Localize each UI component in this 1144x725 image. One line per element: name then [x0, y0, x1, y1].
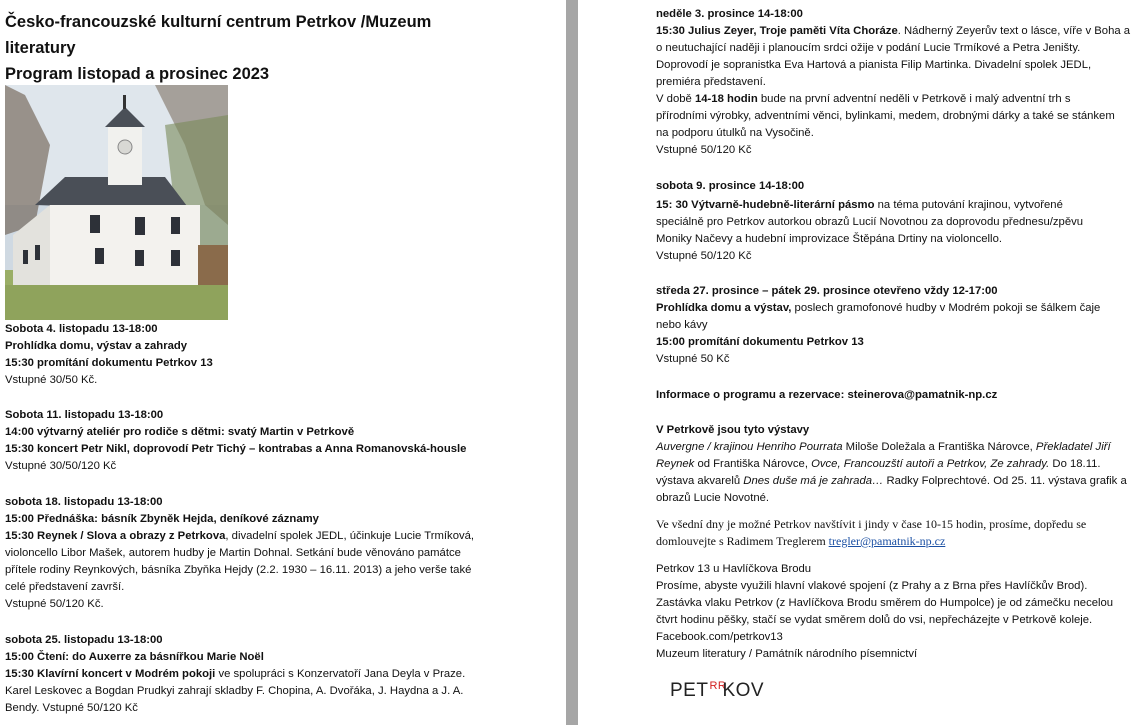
text-segment: V době [656, 93, 695, 105]
text-line [656, 231, 1002, 248]
text-segment: 15:30 Reynek / Slova a obrazy z Petrkova [5, 530, 226, 542]
text-segment: premiéra představení. [656, 76, 766, 88]
text-line [5, 700, 138, 717]
text-line [5, 666, 465, 683]
text-segment: obrazů Lucie Novotné. [656, 492, 770, 504]
text-line [656, 422, 809, 439]
text-segment: čtvrt hodinu pěšky, stačí se vydat směrem dolů do vsi, nepřecházejte v Petrkově koleje. [656, 614, 1093, 626]
text-line [656, 629, 783, 646]
document-title [5, 9, 525, 87]
text-line [5, 424, 354, 441]
text-line [5, 458, 116, 475]
text-line [656, 387, 997, 404]
text-line [656, 6, 803, 23]
email-link[interactable]: tregler@pamatnik-np.cz [828, 534, 946, 548]
text-segment: 14-18 hodin [694, 93, 758, 105]
text-line [656, 214, 1083, 231]
text-segment: 15:00 Přednáška: básník Zbyněk Hejda, deníkové záznamy [5, 513, 319, 525]
text-segment: výstava akvarelů [656, 475, 744, 487]
text-segment: Prohlídka domu, výstav a zahrady [5, 340, 188, 352]
text-line [656, 317, 708, 334]
text-line [656, 612, 1092, 629]
text-line [5, 355, 213, 372]
text-segment: Moniky Načevy a hudební improvizace Štěpána Drtiny na violoncello. [656, 233, 1002, 245]
text-segment: bude na první adventní neděli v Petrkově i malý adventní trh s [757, 93, 1071, 105]
text-segment: Vstupné 50 Kč [656, 353, 730, 365]
text-line [656, 125, 814, 142]
text-segment: 15:30 promítání dokumentu Petrkov 13 [5, 357, 213, 369]
page-divider [566, 0, 578, 725]
text-line [656, 74, 766, 91]
text-segment: nebo kávy [656, 319, 708, 331]
text-segment: 15:00 Čtení: do Auxerre za básnířkou Marie Noël [5, 651, 264, 663]
text-segment: Vstupné 50/120 Kč [656, 250, 752, 262]
text-segment: , divadelní spolek JEDL, účinkuje Lucie Trmíková, [225, 530, 475, 542]
text-segment: Ovce, Francouzští autoři a Petrkov, Ze zahrady. [811, 458, 1050, 470]
text-segment: Sobota 11. listopadu 13-18:00 [5, 409, 164, 421]
title-line: Program listopad a prosinec 2023 [5, 65, 270, 83]
text-line [5, 528, 474, 545]
text-line [656, 439, 1111, 456]
text-segment: středa 27. prosince – pátek 29. prosince otevřeno vždy 12-17:00 [656, 285, 998, 297]
text-segment: Auvergne / krajinou Henriho Pourrata [656, 441, 843, 453]
text-segment: sobota 18. listopadu 13-18:00 [5, 496, 163, 508]
text-line [656, 248, 751, 265]
text-segment: speciálně pro Petrkov autorkou obrazů Lucií Novotnou za doprovodu přednesu/zpěvu [656, 216, 1084, 228]
text-line [656, 490, 769, 507]
text-line [656, 40, 1080, 57]
text-segment: sobota 9. prosince 14-18:00 [656, 180, 805, 192]
text-segment: na podporu útulků na Vysočině. [656, 127, 814, 139]
text-line [656, 646, 917, 663]
text-segment: Miloše Doležala a Františka Nárovce, [842, 441, 1036, 453]
text-line [656, 334, 864, 351]
text-segment: Radky Folprechtové. Od 25. 11. výstava grafik a [883, 475, 1127, 487]
text-line [5, 596, 104, 613]
text-line [5, 372, 97, 389]
text-segment: Vstupné 30/50 Kč. [5, 374, 98, 386]
text-line [656, 23, 1130, 40]
text-segment: domlouvejte s Radimem Treglerem [656, 534, 829, 548]
text-segment: přítele rodiny Reynkových, básníka Zbyňka Hejdy (2.2. 1930 – 16.11. 2013) a jeho verše také [5, 564, 472, 576]
text-segment: Ve všední dny je možné Petrkov navštívit i jindy v čase 10-15 hodin, prosíme, dopředu se [656, 517, 1087, 531]
text-segment: Zastávka vlaku Petrkov (z Havlíčkova Brodu směrem do Humpolce) je od zámečku necelou [656, 597, 1114, 609]
text-line [5, 545, 461, 562]
text-line [656, 351, 729, 368]
text-segment: Překladatel Jiří [1035, 441, 1111, 453]
text-line [5, 683, 463, 700]
manor-house-image [5, 85, 228, 320]
text-line [656, 142, 751, 159]
text-line [656, 108, 1115, 125]
text-line [5, 321, 158, 338]
text-line [656, 561, 811, 578]
text-line [656, 473, 1127, 490]
text-line [5, 632, 163, 649]
text-segment: poslech gramofonové hudby v Modrém pokoji se šálkem čaje [791, 302, 1101, 314]
text-segment: 15: 30 Výtvarně-hudebně-literární pásmo [656, 199, 875, 211]
text-segment: Do 18.11. [1049, 458, 1101, 470]
text-segment: sobota 25. listopadu 13-18:00 [5, 634, 163, 646]
text-segment: 15:30 koncert Petr Nikl, doprovodí Petr Tichý – kontrabas a Anna Romanovská-housle [5, 443, 467, 455]
text-line [5, 441, 466, 458]
text-segment: Doprovodí je sopranistka Eva Hartová a pianista Filip Martinka. Divadelní spolek JEDL, [656, 59, 1092, 71]
text-segment: Vstupné 50/120 Kč [656, 144, 752, 156]
left-page [0, 0, 566, 725]
text-segment: Vstupné 30/50/120 Kč [5, 460, 117, 472]
text-segment: Prohlídka domu a výstav, [656, 302, 792, 314]
text-segment: od Františka Nárovce, [694, 458, 812, 470]
text-segment: neděle 3. prosince 14-18:00 [656, 8, 803, 20]
right-page [578, 0, 1144, 725]
text-line [5, 649, 264, 666]
text-segment: 14:00 výtvarný ateliér pro rodiče s dětmi: svatý Martin v Petrkově [5, 426, 355, 438]
text-segment: 15:00 promítání dokumentu Petrkov 13 [656, 336, 864, 348]
text-line [5, 407, 163, 424]
text-segment: violoncello Libor Mašek, autorem hudby je Martin Dohnal. Setkání bude věnováno památce [5, 547, 461, 559]
text-segment: Facebook.com/petrkov13 [656, 631, 783, 643]
text-segment: Dnes duše má je zahrada… [743, 475, 884, 487]
text-segment: přírodními výrobky, adventními věnci, bylinkami, medem, drobnými dárky a také se stánkem [656, 110, 1115, 122]
text-line [5, 562, 471, 579]
manor-house-photo [5, 85, 228, 320]
text-line [656, 595, 1113, 612]
text-segment: na téma putování krajinou, vytvořené [874, 199, 1063, 211]
text-line [5, 579, 124, 596]
text-line [656, 91, 1070, 108]
text-segment: V Petrkově jsou tyto výstavy [656, 424, 810, 436]
text-segment: 15:30 Klavírní koncert v Modrém pokoji [5, 668, 216, 680]
text-line [656, 578, 1087, 595]
text-segment: Muzeum literatury / Památník národního písemnictví [656, 648, 918, 660]
text-segment: celé představení završí. [5, 581, 125, 593]
text-segment: Sobota 4. listopadu 13-18:00 [5, 323, 158, 335]
text-line [656, 57, 1091, 74]
text-segment: Informace o programu a rezervace: steinerova@pamatnik-np.cz [656, 389, 998, 401]
text-segment: Petrkov 13 u Havlíčkova Brodu [656, 563, 812, 575]
title-line: literatury [5, 39, 76, 57]
text-line [656, 283, 998, 300]
text-line [656, 300, 1100, 317]
text-line [656, 456, 1101, 473]
text-segment: Karel Leskovec a Bogdan Prudkyi zahrají skladby F. Chopina, A. Dvořáka, J. Haydna a J. A. [5, 685, 464, 697]
text-line [656, 533, 945, 551]
text-line [5, 511, 319, 528]
text-line [5, 494, 163, 511]
text-segment: o neutuchající naději i planoucím srdci ožije v podání Lucie Trmíkové a Petra Jeništy. [656, 42, 1081, 54]
text-segment: Reynek [656, 458, 695, 470]
text-segment: . Nádherný Zeyerův text o lásce, víře v Boha a [897, 25, 1131, 37]
text-segment: Vstupné 50/120 Kč. [5, 598, 104, 610]
text-segment: 15:30 Julius Zeyer, Troje paměti Víta Choráze [656, 25, 898, 37]
title-line: Česko-francouzské kulturní centrum Petrkov /Muzeum [5, 13, 432, 31]
text-line [656, 197, 1063, 214]
text-segment: Bendy. Vstupné 50/120 Kč [5, 702, 138, 714]
text-segment: ve spolupráci s Konzervatoří Jana Deyla v Praze. [215, 668, 466, 680]
text-line [656, 178, 804, 195]
text-segment: Prosíme, abyste využili hlavní vlakové spojení (z Prahy a z Brna přes Havlíčkův Brod). [656, 580, 1088, 592]
petrkov-logo: PETRRKOV [670, 680, 765, 701]
text-line [656, 516, 1086, 534]
text-line [5, 338, 187, 355]
